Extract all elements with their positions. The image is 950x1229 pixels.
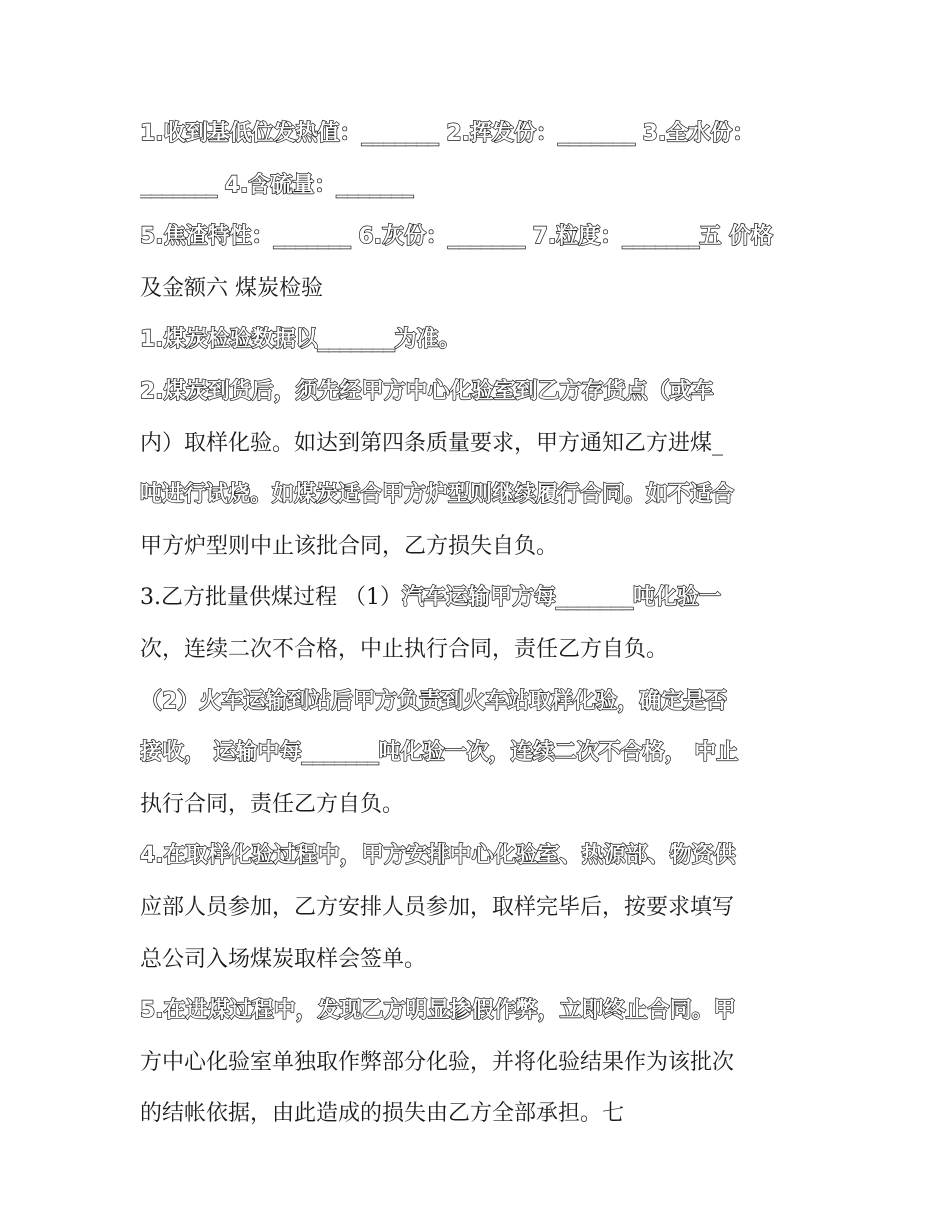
text-line [140, 830, 812, 882]
text-segment: 汽车运输甲方每_______吨化验一 [401, 585, 721, 611]
text-segment: 总公司入场煤炭取样会签单。 [140, 946, 427, 972]
text-line [140, 314, 812, 366]
text-segment: 内）取样化验。如达到第四条质量要求，甲方通知乙方进煤_ [140, 430, 724, 456]
text-segment: 3.乙方批量供煤过程 （1） [140, 585, 402, 611]
text-line [140, 882, 812, 934]
text-segment: 接收， 运输中每_______吨化验一次，连续二次不合格， 中止 [140, 740, 739, 766]
text-segment: 2.煤炭到货后，须先经甲方中心化验室到乙方存货点（或车 [140, 378, 714, 404]
text-segment: 5.在进煤过程中，发现乙方明显掺假作弊，立即终止合同。甲 [140, 998, 736, 1024]
text-segment: 1.煤炭检验数据以_______为准。 [140, 327, 461, 353]
text-line [140, 366, 812, 418]
text-line [140, 934, 812, 986]
text-line [140, 263, 812, 315]
text-segment: 1.收到基低位发热值：_______ 2.挥发份：_______ 3.全水份： [140, 121, 755, 146]
text-line [140, 779, 812, 831]
text-segment: 应部人员参加，乙方安排人员参加，取样完毕后，按要求填写 [140, 894, 735, 920]
text-segment: _______ 4.含硫量：_______ [140, 172, 414, 198]
text-line [140, 727, 812, 779]
text-segment: 方中心化验室单独取作弊部分化验，并将化验结果作为该批次 [140, 1049, 735, 1075]
text-segment: （2）火车运输到站后甲方负责到火车站取样化验，确定是否 [140, 688, 728, 714]
text-segment: 5.焦渣特性：_______ 6.灰份：_______ 7.粒度：_______五 价格 [140, 224, 773, 250]
document-body [140, 108, 812, 1140]
text-segment: 次，连续二次不合格，中止执行合同，责任乙方自负。 [140, 636, 669, 662]
text-segment: 4.在取样化验过程中，甲方安排中心化验室、热源部、物资供 [140, 843, 736, 869]
text-segment: 及金额六 煤炭检验 [140, 275, 323, 301]
text-line [140, 676, 812, 728]
text-segment: 的结帐依据，由此造成的损失由乙方全部承担。七 [140, 1101, 625, 1127]
text-line [140, 211, 812, 263]
text-line [140, 108, 812, 160]
text-segment: 吨进行试烧。如煤炭适合甲方炉型则继续履行合同。如不适合 [140, 482, 735, 508]
text-line [140, 160, 812, 212]
text-line [140, 1088, 812, 1140]
text-line [140, 1037, 812, 1089]
text-line [140, 985, 812, 1037]
text-line [140, 418, 812, 470]
text-line [140, 572, 812, 624]
text-line [140, 469, 812, 521]
text-segment: 甲方炉型则中止该批合同，乙方损失自负。 [140, 533, 559, 559]
text-segment: 执行合同，责任乙方自负。 [140, 791, 405, 817]
text-line [140, 624, 812, 676]
text-line [140, 521, 812, 573]
